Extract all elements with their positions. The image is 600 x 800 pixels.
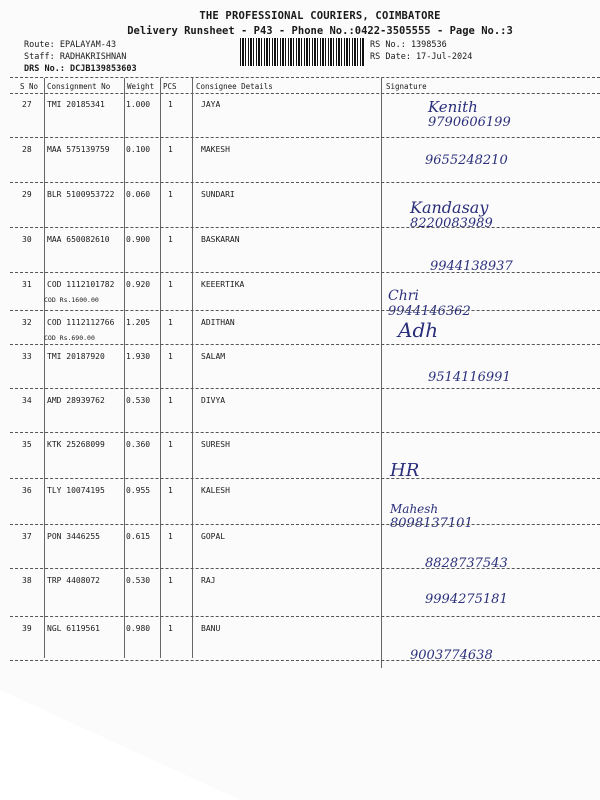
signature: Adh [398, 318, 439, 342]
row-divider [10, 344, 600, 345]
row-sno: 33 [22, 352, 32, 361]
row-weight: 0.360 [126, 440, 151, 449]
signature-phone: 8220083989 [410, 216, 493, 231]
signature-phone: 8098137101 [390, 516, 473, 531]
cod-amount: COD Rs.690.00 [44, 334, 95, 342]
row-weight: 0.955 [126, 486, 151, 495]
row-consignee: JAYA [201, 100, 221, 109]
row-sno: 31 [22, 280, 32, 289]
row-weight: 0.920 [126, 280, 151, 289]
row-consignee: KEEERTIKA [201, 280, 245, 289]
rs-info [370, 39, 472, 63]
col-details: Consignee Details [196, 82, 273, 91]
route: Route: EPALAYAM-43 [24, 40, 117, 50]
row-pcs: 1 [168, 145, 173, 154]
signature-phone: 9514116991 [428, 370, 511, 385]
row-consignment: MAA 650082610 [47, 235, 110, 244]
row-divider [10, 478, 600, 479]
row-sno: 30 [22, 235, 32, 244]
row-pcs: 1 [168, 532, 173, 541]
row-weight: 1.205 [126, 318, 151, 327]
row-consignment: COD 1112101782 [47, 280, 115, 289]
row-divider [10, 432, 600, 433]
row-divider [10, 388, 600, 389]
row-weight: 0.900 [126, 235, 151, 244]
row-sno: 38 [22, 576, 32, 585]
row-consignee: DIVYA [201, 396, 226, 405]
col-weight: Weight [127, 82, 155, 91]
row-pcs: 1 [168, 624, 173, 633]
row-sno: 37 [22, 532, 32, 541]
signature: Kenith [428, 98, 478, 116]
cod-amount: COD Rs.1600.00 [44, 296, 99, 304]
col-signature: Signature [386, 82, 427, 91]
row-pcs: 1 [168, 576, 173, 585]
row-consignee: BANU [201, 624, 221, 633]
row-sno: 39 [22, 624, 32, 633]
col-divider [44, 78, 45, 658]
row-weight: 0.100 [126, 145, 151, 154]
row-consignee: BASKARAN [201, 235, 240, 244]
row-sno: 34 [22, 396, 32, 405]
row-consignment: BLR 5100953722 [47, 190, 115, 199]
col-divider [124, 78, 125, 658]
row-consignment: AMD 28939762 [47, 396, 105, 405]
signature-phone: 9655248210 [425, 153, 508, 168]
row-pcs: 1 [168, 100, 173, 109]
col-pcs: PCS [163, 82, 177, 91]
row-consignment: PON 3446255 [47, 532, 100, 541]
header-divider-top [10, 77, 600, 78]
signature: Chri [388, 288, 419, 304]
row-weight: 1.930 [126, 352, 151, 361]
row-consignee: GOPAL [201, 532, 226, 541]
row-sno: 32 [22, 318, 32, 327]
row-pcs: 1 [168, 280, 173, 289]
col-consignment: Consignment No [47, 82, 111, 91]
barcode [240, 38, 365, 66]
signature: Mahesh [390, 502, 439, 516]
row-divider [10, 182, 600, 183]
runsheet-title: Delivery Runsheet - P43 - Phone No.:0422-3505555 - Page No.:3 [127, 25, 513, 37]
row-weight: 0.530 [126, 396, 151, 405]
rs-number: RS No.: 1398536 [370, 40, 447, 50]
row-divider [10, 137, 600, 138]
signature-phone: 9944146362 [388, 304, 471, 319]
row-pcs: 1 [168, 486, 173, 495]
row-consignee: KALESH [201, 486, 230, 495]
row-weight: 0.615 [126, 532, 151, 541]
signature: Kandasay [410, 198, 489, 217]
row-sno: 36 [22, 486, 32, 495]
row-pcs: 1 [168, 235, 173, 244]
col-divider [192, 78, 193, 658]
row-weight: 1.000 [126, 100, 151, 109]
col-divider [160, 78, 161, 658]
row-consignment: NGL 6119561 [47, 624, 100, 633]
row-sno: 28 [22, 145, 32, 154]
row-consignee: ADITHAN [201, 318, 235, 327]
col-sno: S No [20, 82, 39, 91]
row-weight: 0.530 [126, 576, 151, 585]
drs-number: DRS No.: DCJB139853603 [24, 64, 137, 74]
row-consignee: SURESH [201, 440, 230, 449]
row-consignment: TMI 20185341 [47, 100, 105, 109]
row-divider [10, 524, 600, 525]
row-sno: 35 [22, 440, 32, 449]
row-consignee: SALAM [201, 352, 226, 361]
row-consignee: MAKESH [201, 145, 230, 154]
row-consignment: KTK 25268099 [47, 440, 105, 449]
row-consignment: TLY 10074195 [47, 486, 105, 495]
row-consignment: TMI 20187920 [47, 352, 105, 361]
route-info [24, 39, 137, 75]
row-weight: 0.980 [126, 624, 151, 633]
row-divider [10, 568, 600, 569]
row-pcs: 1 [168, 318, 173, 327]
signature: HR [390, 460, 420, 481]
row-pcs: 1 [168, 190, 173, 199]
row-divider [10, 616, 600, 617]
page-fold-corner [0, 690, 240, 800]
signature-phone: 8828737543 [425, 556, 508, 571]
row-sno: 29 [22, 190, 32, 199]
signature-phone: 9994275181 [425, 592, 508, 607]
col-divider [381, 78, 382, 668]
row-consignee: SUNDARI [201, 190, 235, 199]
rs-date: RS Date: 17-Jul-2024 [370, 52, 473, 62]
row-divider [10, 660, 600, 661]
signature-phone: 9944138937 [430, 259, 513, 274]
company-title: THE PROFESSIONAL COURIERS, COIMBATORE [199, 10, 441, 22]
row-divider [10, 272, 600, 273]
row-divider [10, 227, 600, 228]
row-pcs: 1 [168, 396, 173, 405]
row-consignee: RAJ [201, 576, 216, 585]
row-sno: 27 [22, 100, 32, 109]
row-consignment: TRP 4408072 [47, 576, 100, 585]
row-consignment: COD 1112112766 [47, 318, 115, 327]
signature-phone: 9003774638 [410, 648, 493, 663]
row-pcs: 1 [168, 352, 173, 361]
header-divider-bottom [10, 93, 600, 94]
row-weight: 0.060 [126, 190, 151, 199]
signature-phone: 9790606199 [428, 115, 511, 130]
row-consignment: MAA 575139759 [47, 145, 110, 154]
staff: Staff: RADHAKRISHNAN [24, 52, 127, 62]
row-divider [10, 310, 600, 311]
row-pcs: 1 [168, 440, 173, 449]
